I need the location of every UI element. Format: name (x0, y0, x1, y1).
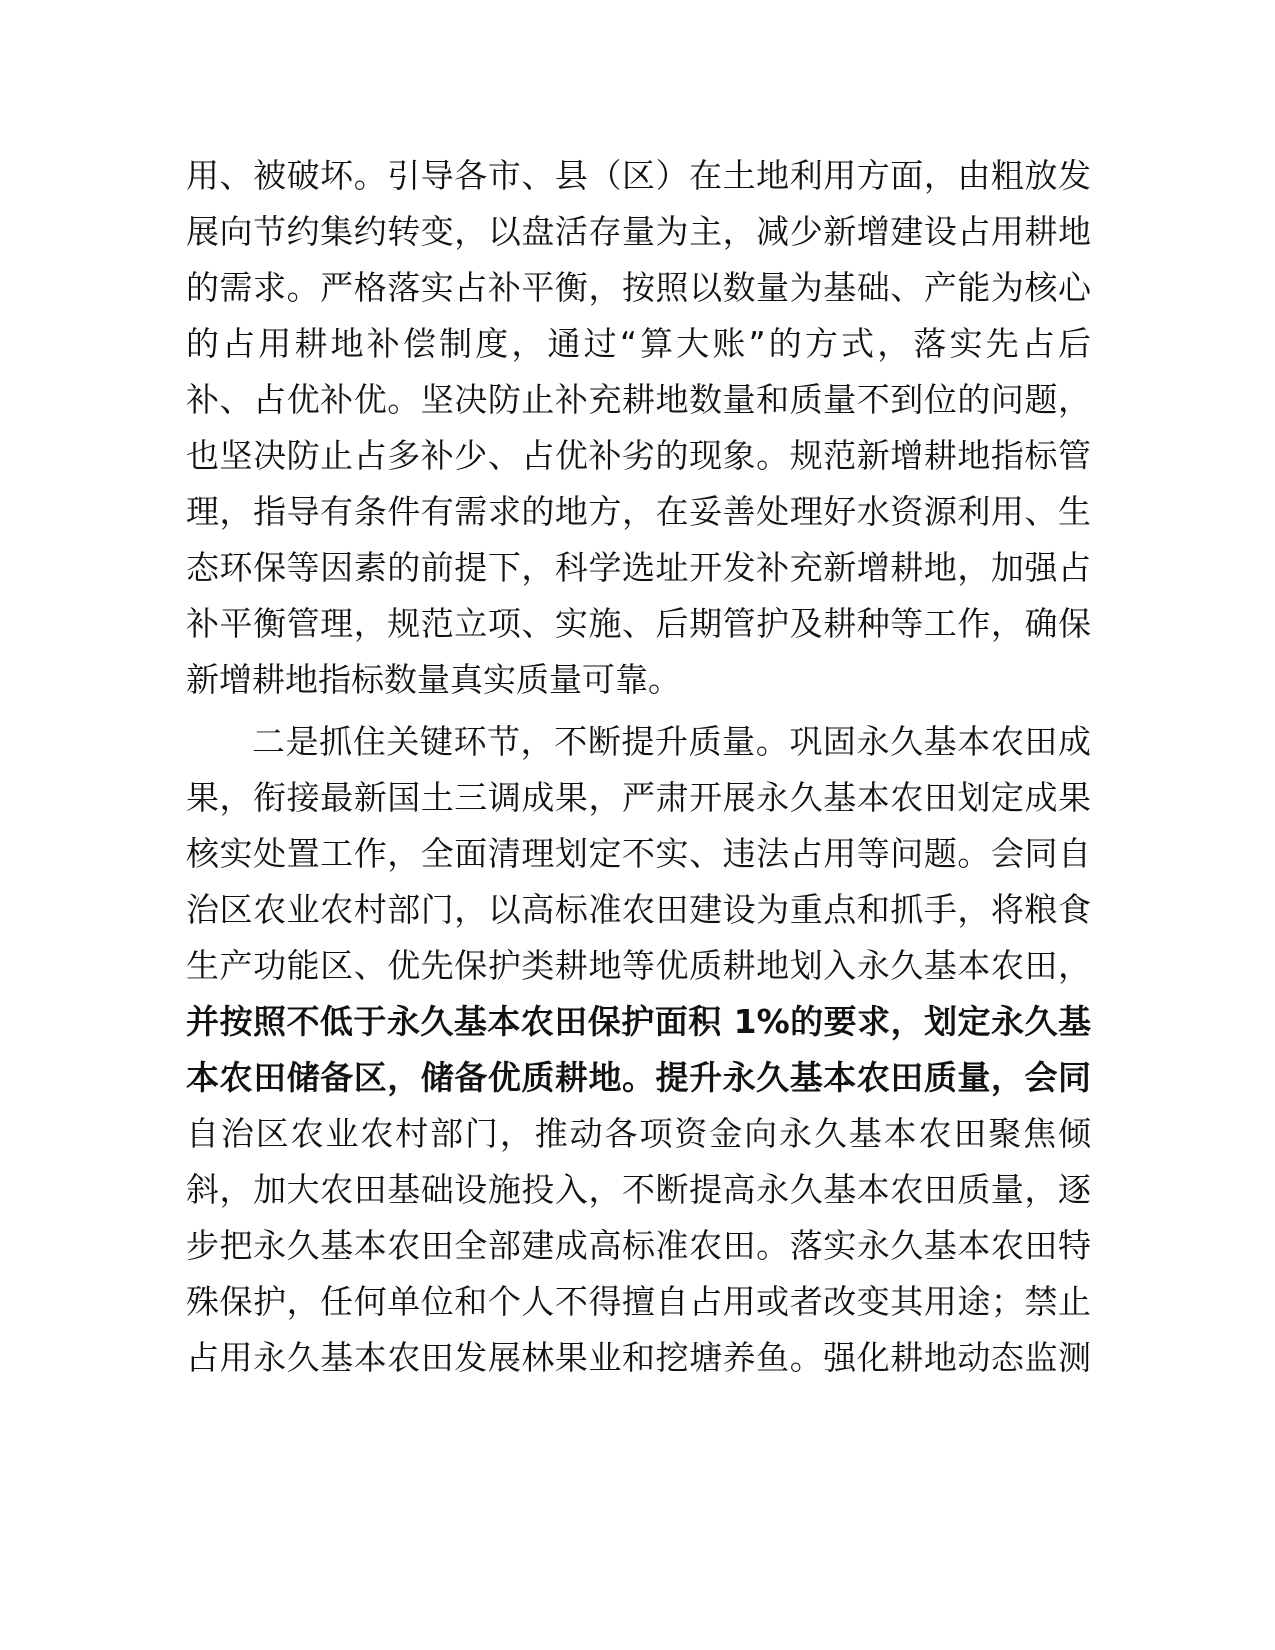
text-line: 的需求。严格落实占补平衡，按照以数量为基础、产能为核心 (186, 268, 1091, 307)
text-line: 补平衡管理，规范立项、实施、后期管护及耕种等工作，确保 (186, 604, 1091, 643)
text-line: 补、占优补优。坚决防止补充耕地数量和质量不到位的问题， (186, 380, 1091, 419)
text-line: 果，衔接最新国土三调成果，严肃开展永久基本农田划定成果 (186, 778, 1091, 817)
text-line: 理，指导有条件有需求的地方，在妥善处理好水资源利用、生 (186, 492, 1091, 531)
text-line: 本农田储备区，储备优质耕地。提升永久基本农田质量，会同 (186, 1058, 1091, 1097)
text-line: 步把永久基本农田全部建成高标准农田。落实永久基本农田特 (186, 1226, 1091, 1265)
text-line: 治区农业农村部门，以高标准农田建设为重点和抓手，将粮食 (186, 890, 1091, 929)
text-line: 的占用耕地补偿制度，通过“算大账”的方式，落实先占后 (186, 324, 1091, 363)
text-line: 斜，加大农田基础设施投入，不断提高永久基本农田质量，逐 (186, 1170, 1091, 1209)
text-line: 展向节约集约转变，以盘活存量为主，减少新增建设占用耕地 (186, 212, 1091, 251)
paragraph-start-line: 二是抓住关键环节，不断提升质量。巩固永久基本农田成 (252, 722, 1091, 761)
text-line: 用、被破坏。引导各市、县（区）在土地利用方面，由粗放发 (186, 156, 1091, 195)
text-line: 占用永久基本农田发展林果业和挖塘养鱼。强化耕地动态监测 (186, 1338, 1091, 1377)
text-line: 并按照不低于永久基本农田保护面积 1%的要求，划定永久基 (186, 1002, 1091, 1041)
text-line: 殊保护，任何单位和个人不得擅自占用或者改变其用途；禁止 (186, 1282, 1091, 1321)
text-line: 也坚决防止占多补少、占优补劣的现象。规范新增耕地指标管 (186, 436, 1091, 475)
text-line: 自治区农业农村部门，推动各项资金向永久基本农田聚焦倾 (186, 1114, 1091, 1153)
text-line: 核实处置工作，全面清理划定不实、违法占用等问题。会同自 (186, 834, 1091, 873)
text-line: 生产功能区、优先保护类耕地等优质耕地划入永久基本农田， (186, 946, 1091, 985)
text-line: 新增耕地指标数量真实质量可靠。 (186, 660, 681, 699)
text-line: 态环保等因素的前提下，科学选址开发补充新增耕地，加强占 (186, 548, 1091, 587)
